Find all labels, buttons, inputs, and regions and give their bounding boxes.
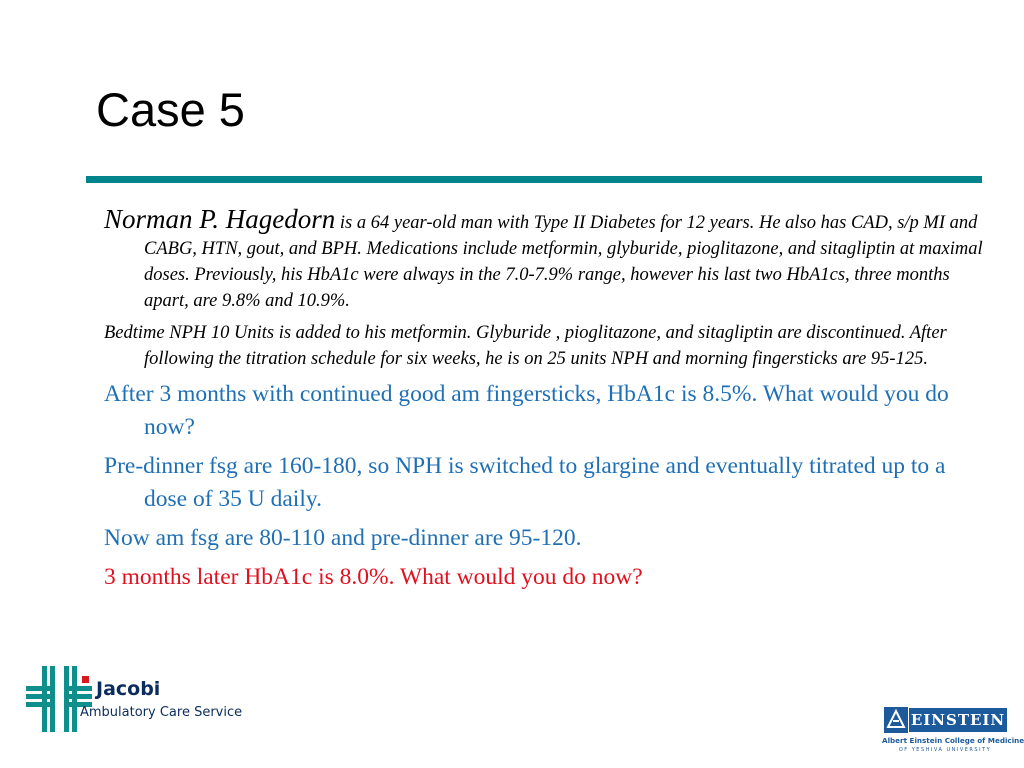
- case-paragraph-4: Pre-dinner fsg are 160-180, so NPH is switched to glargine and eventually titrated up to a dose of 35 U daily.: [104, 453, 946, 512]
- case-paragraph-1: [104, 206, 984, 314]
- jacobi-cross-logo-icon: [24, 664, 94, 734]
- case-paragraph-3: After 3 months with continued good am fingersticks, HbA1c is 8.5%. What would you do now?: [104, 381, 949, 440]
- einstein-college-name: Albert Einstein College of Medicine: [882, 736, 1024, 745]
- einstein-seal-logo-icon: [884, 707, 908, 733]
- title-divider: [86, 176, 982, 183]
- einstein-wordmark: EINSTEIN: [909, 708, 1007, 732]
- slide-body: [104, 206, 984, 598]
- patient-name: Norman P. Hagedorn: [104, 204, 336, 234]
- case-paragraph-5: Now am fsg are 80-110 and pre-dinner are 95-120.: [104, 525, 582, 551]
- einstein-university: OF YESHIVA UNIVERSITY: [898, 747, 992, 753]
- slide-title: Case 5: [96, 83, 245, 136]
- case-paragraph-6: 3 months later HbA1c is 8.0%. What would you do now?: [104, 564, 643, 590]
- jacobi-name: Jacobi: [96, 678, 161, 700]
- case-paragraph-2: Bedtime NPH 10 Units is added to his metformin. Glyburide , pioglitazone, and sitagliptin are discontinued. After following the titration schedule for six weeks, he is on 25 units NPH and morning fingersticks are 95-125.: [104, 323, 947, 369]
- patient-history-text: is a 64 year-old man with Type II Diabetes for 12 years. He also has CAD, s/p MI and CABG, HTN, gout, and BPH. Medications include metformin, glyburide, pioglitazone, and sitagliptin at maximal doses. Previously, his HbA1c were always in the 7.0-7.9% range, however his last two HbA1cs, three months apart, are 9.8% and 10.9%.: [144, 213, 983, 311]
- jacobi-subtitle: Ambulatory Care Service: [80, 705, 243, 720]
